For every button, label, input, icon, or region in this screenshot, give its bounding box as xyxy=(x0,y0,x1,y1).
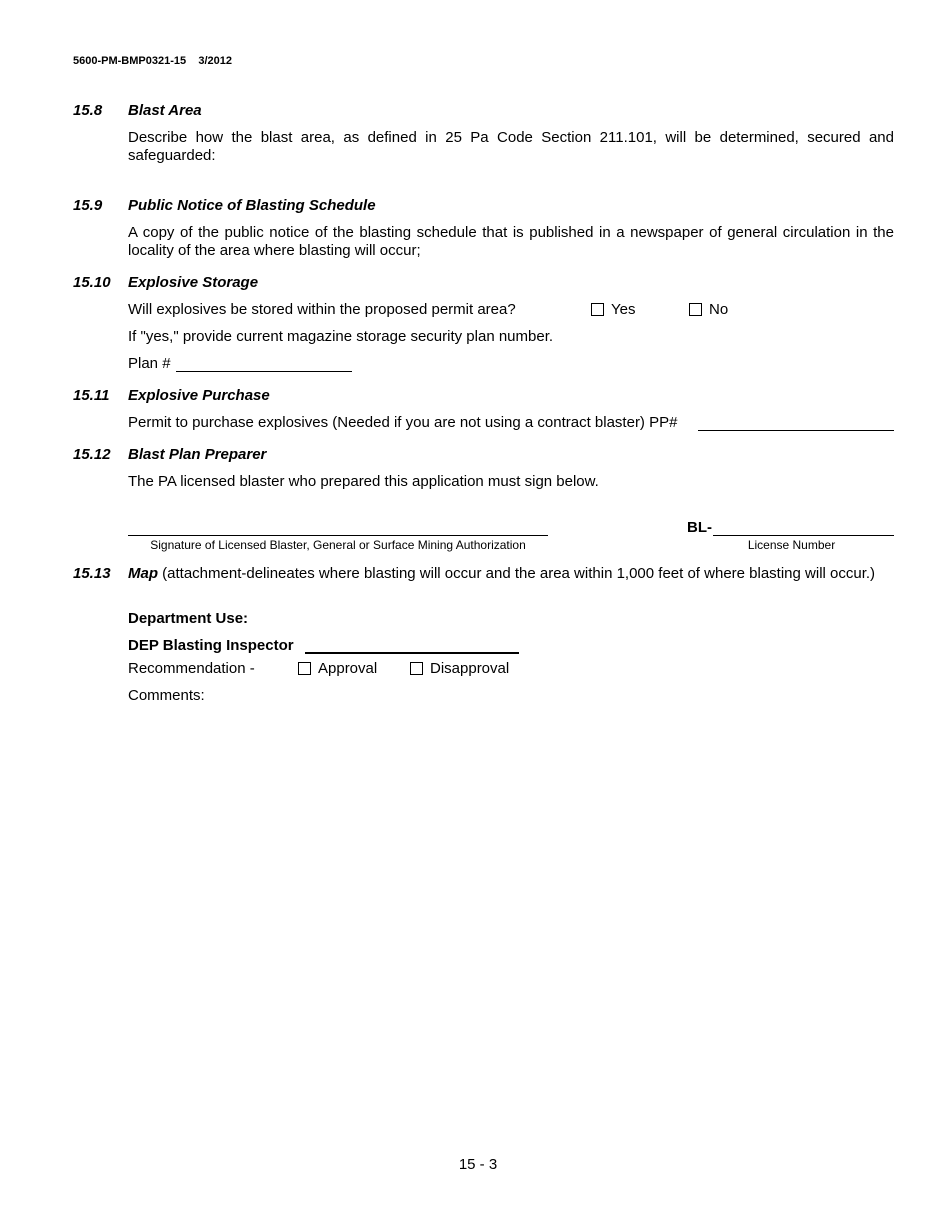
approval-label: Approval xyxy=(318,660,378,677)
map-description xyxy=(128,565,894,583)
recommendation-label: Recommendation - xyxy=(128,660,255,677)
purchase-permit-field[interactable] xyxy=(698,430,894,431)
section-number-15-10: 15.10 xyxy=(73,274,111,291)
department-use-heading: Department Use: xyxy=(128,610,249,627)
page-number: 15 - 3 xyxy=(458,1156,498,1173)
section-number-15-12: 15.12 xyxy=(73,446,111,463)
section-number-15-9: 15.9 xyxy=(73,197,103,214)
plan-number-label: Plan # xyxy=(128,355,171,372)
approval-checkbox[interactable] xyxy=(298,662,311,675)
section-number-15-11: 15.11 xyxy=(73,387,110,404)
signature-caption: Signature of Licensed Blaster, General or Surface Mining Authorization xyxy=(150,538,526,552)
section-number-15-8: 15.8 xyxy=(73,102,103,119)
section-title-blast-area: Blast Area xyxy=(128,102,202,119)
no-label: No xyxy=(709,301,729,318)
public-notice-description: A copy of the public notice of the blasting schedule that is published in a newspaper of general circulation in the locality of the area where blasting will occur; xyxy=(128,224,894,259)
license-number-field[interactable] xyxy=(713,535,894,536)
no-checkbox[interactable] xyxy=(689,303,702,316)
map-text: (attachment-delineates where blasting will occur and the area within 1,000 feet of where blasting will occur.) xyxy=(158,565,876,582)
plan-number-field[interactable] xyxy=(176,371,352,372)
preparer-instruction: The PA licensed blaster who prepared this application must sign below. xyxy=(128,473,599,490)
storage-instruction: If "yes," provide current magazine storage security plan number. xyxy=(128,328,554,345)
comments-label: Comments: xyxy=(128,687,205,704)
yes-label: Yes xyxy=(611,301,636,318)
storage-question: Will explosives be stored within the proposed permit area? xyxy=(128,301,516,318)
bl-prefix: BL- xyxy=(687,519,712,536)
section-number-15-13: 15.13 xyxy=(73,565,111,582)
form-code: 5600-PM-BMP0321-15 3/2012 xyxy=(73,55,232,67)
section-title-explosive-purchase: Explosive Purchase xyxy=(128,387,270,404)
map-title: Map xyxy=(128,565,158,582)
section-title-explosive-storage: Explosive Storage xyxy=(128,274,259,291)
yes-checkbox[interactable] xyxy=(591,303,604,316)
purchase-permit-text: Permit to purchase explosives (Needed if you are not using a contract blaster) PP# xyxy=(128,414,678,431)
section-title-blast-plan-preparer: Blast Plan Preparer xyxy=(128,446,267,463)
inspector-label: DEP Blasting Inspector xyxy=(128,637,294,654)
disapproval-label: Disapproval xyxy=(430,660,510,677)
inspector-field[interactable] xyxy=(305,652,519,654)
blast-area-description: Describe how the blast area, as defined in 25 Pa Code Section 211.101, will be determined, secured and safeguarded: xyxy=(128,129,894,164)
section-title-public-notice: Public Notice of Blasting Schedule xyxy=(128,197,376,214)
license-number-caption: License Number xyxy=(747,538,836,552)
signature-field[interactable] xyxy=(128,535,548,536)
disapproval-checkbox[interactable] xyxy=(410,662,423,675)
